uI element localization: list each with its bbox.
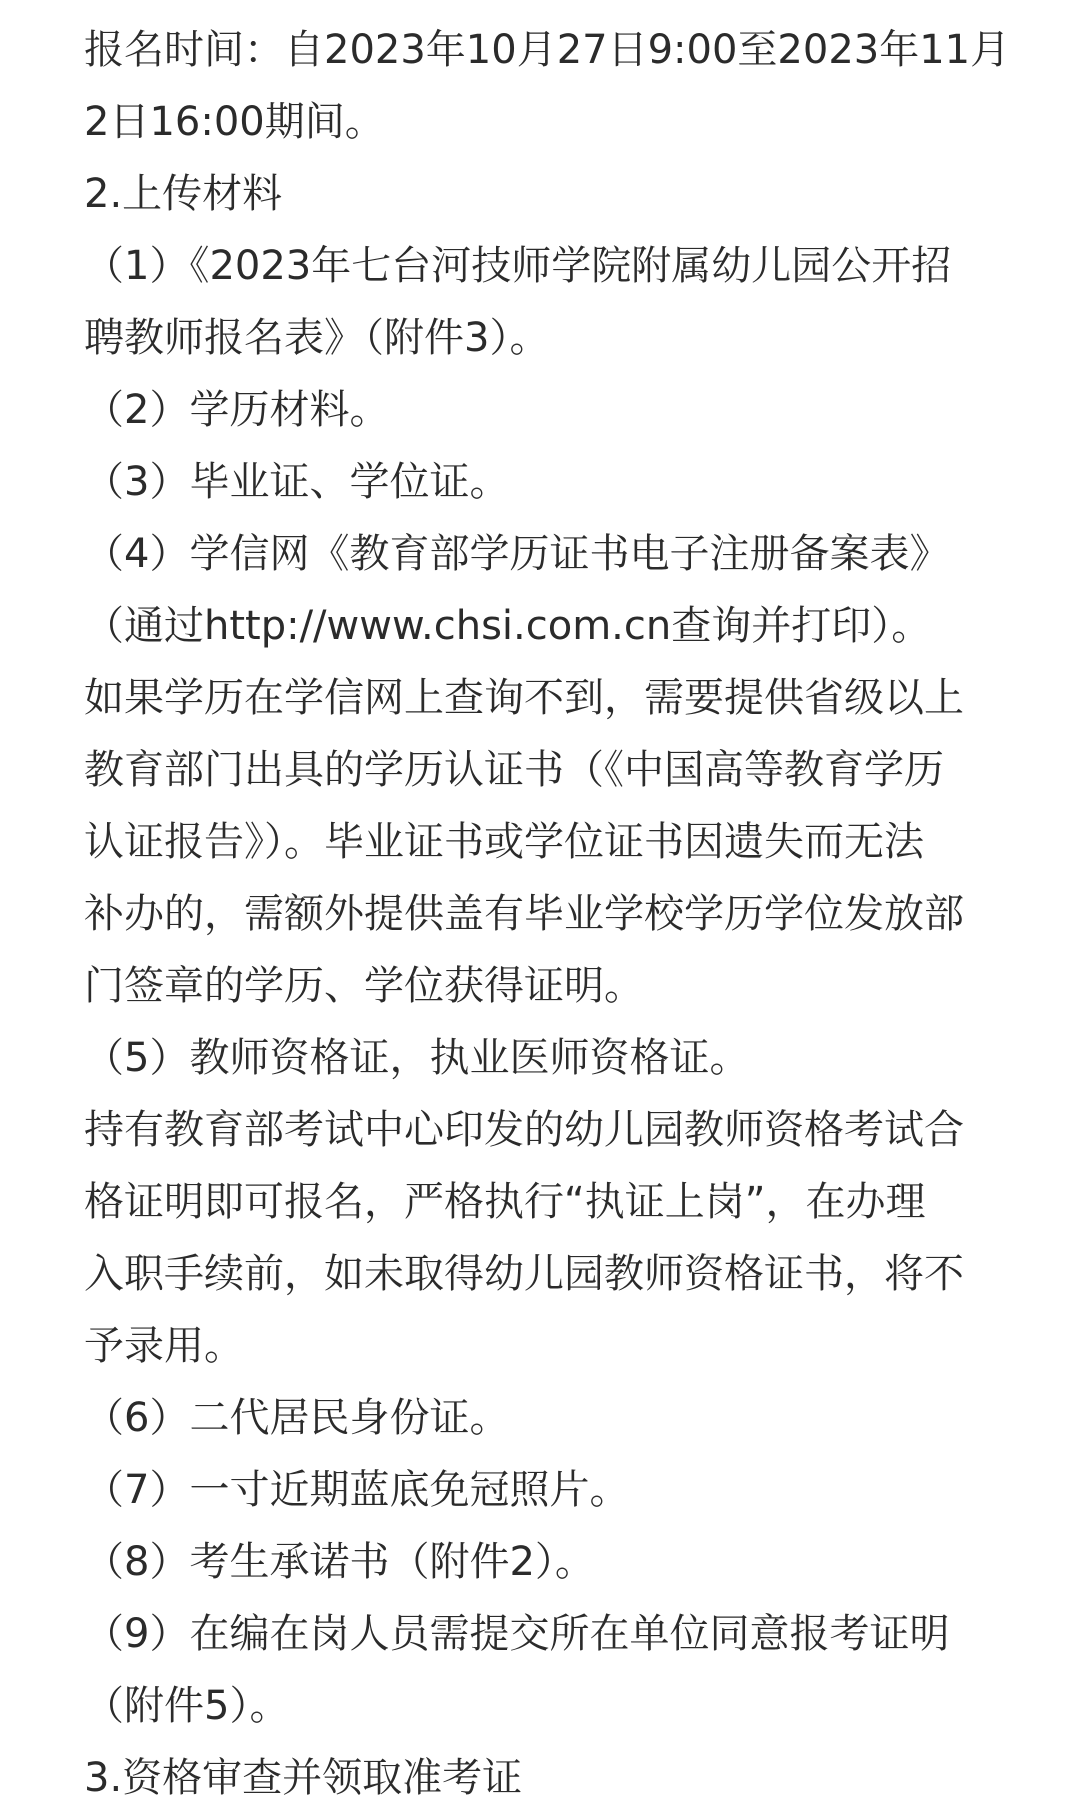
item-5-line: （5）教师资格证，执业医师资格证。 bbox=[84, 1035, 750, 1081]
registration-time-line-continued: 2日16:00期间。 bbox=[84, 99, 385, 145]
item-5-note-line-4: 予录用。 bbox=[84, 1323, 244, 1369]
item-5-note-line-3: 入职手续前，如未取得幼儿园教师资格证书，将不 bbox=[84, 1251, 964, 1297]
item-2-line: （2）学历材料。 bbox=[84, 387, 390, 433]
item-6-line: （6）二代居民身份证。 bbox=[84, 1395, 510, 1441]
item-9-line: （9）在编在岗人员需提交所在单位同意报考证明 bbox=[84, 1611, 950, 1657]
item-4-line: （4）学信网《教育部学历证书电子注册备案表》 bbox=[84, 531, 950, 577]
item-5-note-line-2: 格证明即可报名，严格执行“执证上岗”，在办理 bbox=[84, 1179, 926, 1225]
item-1-line: （1）《2023年七台河技师学院附属幼儿园公开招 bbox=[84, 243, 952, 289]
item-4-line-url: （通过http://www.chsi.com.cn查询并打印）。 bbox=[84, 603, 932, 649]
item-8-line: （8）考生承诺书（附件2）。 bbox=[84, 1539, 595, 1585]
item-4-note-line-1: 如果学历在学信网上查询不到，需要提供省级以上 bbox=[84, 675, 964, 721]
item-3-line: （3）毕业证、学位证。 bbox=[84, 459, 510, 505]
registration-time-line: 报名时间：自2023年10月27日9:00至2023年11月 bbox=[84, 27, 1011, 73]
item-9-line-continued: （附件5）。 bbox=[84, 1683, 290, 1729]
item-5-note-line-1: 持有教育部考试中心印发的幼儿园教师资格考试合 bbox=[84, 1107, 964, 1153]
item-4-note-line-2: 教育部门出具的学历认证书（《中国高等教育学历 bbox=[84, 747, 944, 793]
article-body bbox=[84, 14, 1011, 1801]
item-4-note-line-5: 门签章的学历、学位获得证明。 bbox=[84, 963, 644, 1009]
item-4-note-line-3: 认证报告》）。毕业证书或学位证书因遗失而无法 bbox=[84, 819, 924, 865]
item-4-note-line-4: 补办的，需额外提供盖有毕业学校学历学位发放部 bbox=[84, 891, 964, 937]
section-heading-qualification-review: 3.资格审查并领取准考证 bbox=[84, 1755, 523, 1801]
section-heading-upload-materials: 2.上传材料 bbox=[84, 171, 283, 217]
item-7-line: （7）一寸近期蓝底免冠照片。 bbox=[84, 1467, 630, 1513]
item-1-line-continued: 聘教师报名表》（附件3）。 bbox=[84, 315, 550, 361]
